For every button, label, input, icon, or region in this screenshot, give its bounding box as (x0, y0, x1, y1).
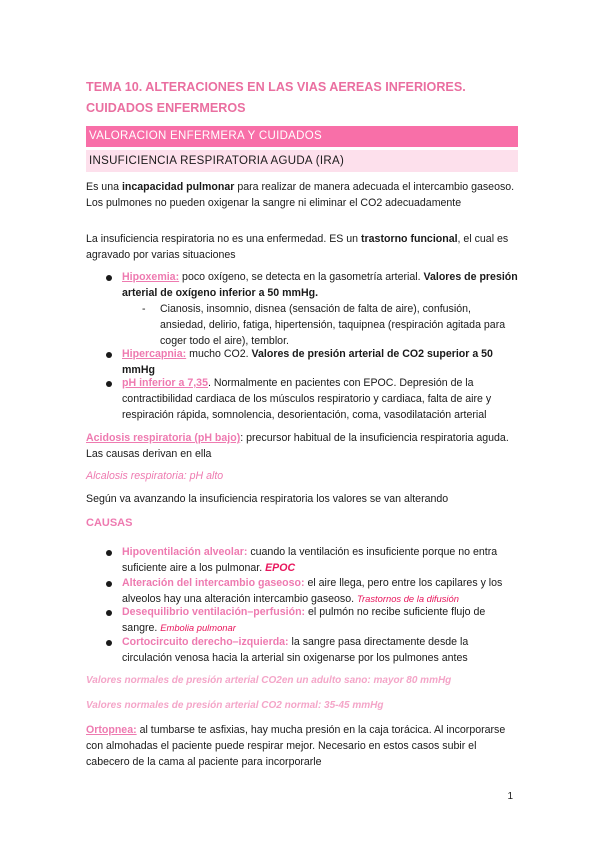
list-item-intercambio: Alteración del intercambio gaseoso: el aire llega, pero entre los capilares y los alveolos hay una alteración intercambio gaseoso. Trastornos de la difusión (122, 577, 503, 605)
list-item-hipoxemia: Hipoxemia: poco oxígeno, se detecta en la gasometría arterial. Valores de presión arterial de oxígeno inferior a 50 mmHg. (122, 271, 518, 299)
list-item-hipercapnia: Hipercapnia: mucho CO2. Valores de presión arterial de CO2 superior a 50 mmHg (122, 348, 493, 376)
list-subitem-symptoms: Cianosis, insomnio, disnea (sensación de falta de aire), confusión, ansiedad, delirio, fatiga, hipertensión, taquipnea (respiración agitada para coger todo el aire), temblor. (160, 303, 506, 347)
list-item-cortocircuito: Cortocircuito derecho–izquierda: la sangre pasa directamente desde la circulación venosa hacia la arterial sin oxigenarse por los pulmones antes (122, 636, 469, 664)
title-line-2: CUIDADOS ENFERMEROS (86, 101, 246, 115)
bullet-icon (106, 581, 112, 587)
section-heading-band: VALORACION ENFERMERA Y CUIDADOS (86, 126, 518, 147)
title-line-1: TEMA 10. ALTERACIONES EN LAS VIAS AEREAS INFERIORES. (86, 80, 466, 94)
alcalosis-line: Alcalosis respiratoria: pH alto (86, 470, 224, 482)
dash-icon: - (142, 303, 146, 315)
normal-values-line-2: Valores normales de presión arterial CO2 normal: 35-45 mmHg (86, 700, 384, 711)
normal-values-line-1: Valores normales de presión arterial CO2en un adulto sano: mayor 80 mmHg (86, 675, 452, 686)
bullet-icon (106, 550, 112, 556)
ortopnea-paragraph: Ortopnea: al tumbarse te asfixias, hay mucha presión en la caja torácica. Al incorporarse con almohadas el paciente puede respirar mejor. Necesario en estos casos subir el cabecero de la cama al paciente para incorporarle (86, 724, 506, 768)
functional-disorder-paragraph: La insuficiencia respiratoria no es una enfermedad. ES un trastorno funcional, el cual es agravado por varias situaciones (86, 233, 509, 261)
bullet-icon (106, 381, 112, 387)
list-item-desequilibrio: Desequilibrio ventilación–perfusión: el pulmón no recibe suficiente flujo de sangre. Embolia pulmonar (122, 606, 486, 634)
bullet-icon (106, 640, 112, 646)
acidosis-paragraph: Acidosis respiratoria (pH bajo): precursor habitual de la insuficiencia respiratoria aguda. Las causas derivan en ella (86, 432, 509, 460)
list-item-hipoventilacion: Hipoventilación alveolar: cuando la ventilación es insuficiente porque no entra suficiente aire a los pulmonar. EPOC (122, 546, 498, 574)
list-item-ph: pH inferior a 7,35. Normalmente en pacientes con EPOC. Depresión de la contractibilidad cardiaca de los músculos respiratorio y cardiaca, falta de aire y respiración rápida, somnolencia, desorientación, coma, vasodilatación arterial (122, 377, 492, 421)
definition-paragraph: Es una incapacidad pulmonar para realizar de manera adecuada el intercambio gaseoso. Los pulmones no pueden oxigenar la sangre ni eliminar el CO2 adecuadamente (86, 181, 515, 209)
subsection-heading-band: INSUFICIENCIA RESPIRATORIA AGUDA (IRA) (86, 150, 518, 172)
bullet-icon (106, 352, 112, 358)
bullet-icon (106, 275, 112, 281)
document-title (86, 77, 518, 119)
bullet-icon (106, 610, 112, 616)
causas-heading: CAUSAS (86, 517, 133, 529)
page-number: 1 (507, 791, 513, 802)
progression-paragraph: Según va avanzando la insuficiencia respiratoria los valores se van alterando (86, 493, 449, 505)
